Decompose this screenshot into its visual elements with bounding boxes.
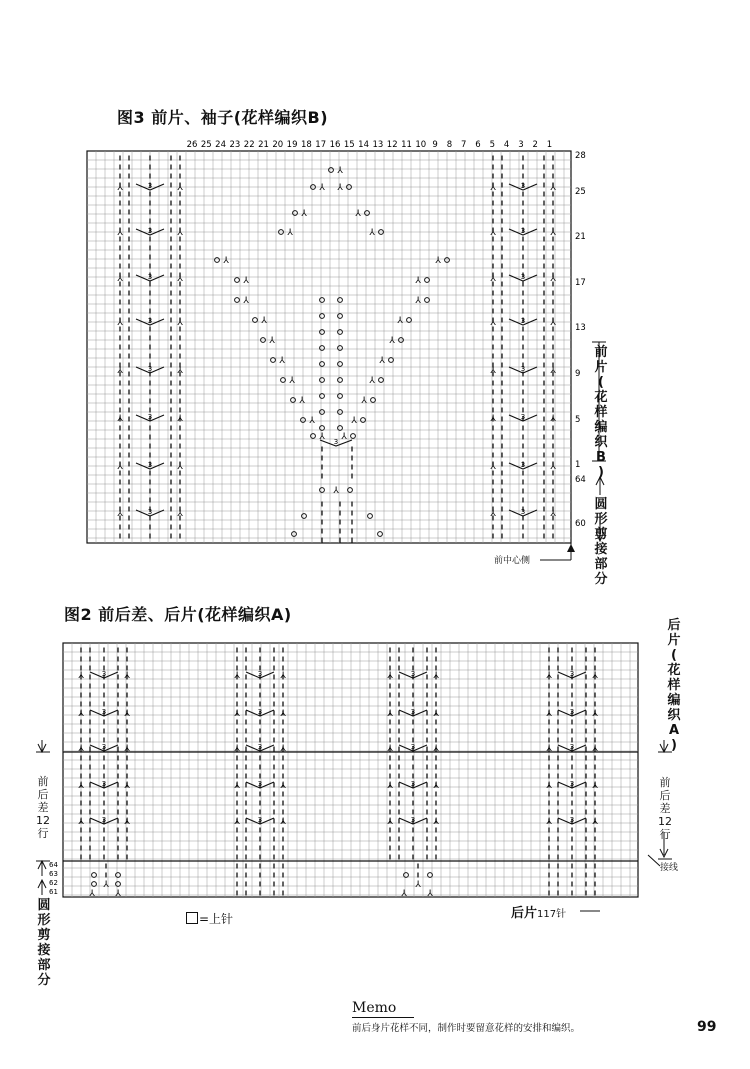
label-char: 后 [667, 618, 681, 633]
row-number: 28 [575, 151, 586, 161]
label-char: 12 [36, 814, 50, 827]
cable-number: 3 [410, 743, 416, 751]
label-char: 编 [667, 693, 681, 708]
k2tog-symbol: ⅄ [279, 356, 285, 366]
label-char: 前 [659, 776, 671, 789]
row-number: 63 [49, 870, 58, 878]
label-char: 花 [594, 390, 608, 405]
k2tog-symbol: ⅄ [115, 889, 121, 899]
k2tog-symbol: ⅄ [177, 183, 183, 193]
column-number: 21 [258, 140, 269, 150]
figure2-left-bracket-bottom [36, 861, 50, 876]
k2tog-symbol: ⅄ [415, 276, 421, 286]
k2tog-symbol: ⅄ [546, 817, 552, 827]
label-char: 分 [594, 572, 608, 587]
cable-number: 3 [147, 182, 153, 190]
k2tog-symbol: ⅄ [490, 318, 496, 328]
cable-number: 3 [257, 743, 263, 751]
k2tog-symbol: ⅄ [289, 376, 295, 386]
k2tog-symbol: ⅄ [550, 509, 556, 519]
cable-number: 3 [520, 461, 526, 469]
label-char: 片 [594, 360, 608, 375]
k2tog-symbol: ⅄ [280, 781, 286, 791]
k2tog-symbol: ⅄ [280, 744, 286, 754]
k2tog-symbol: ⅄ [117, 462, 123, 472]
k2tog-symbol: ⅄ [78, 709, 84, 719]
row-number: 1 [575, 460, 581, 470]
cable-number: 3 [101, 816, 107, 824]
k2tog-symbol: ⅄ [261, 316, 267, 326]
k2tog-symbol: ⅄ [269, 336, 275, 346]
k2tog-symbol: ⅄ [124, 817, 130, 827]
figure2-row-numbers [49, 861, 58, 896]
cable-number: 3 [257, 708, 263, 716]
k2tog-symbol: ⅄ [592, 709, 598, 719]
figure2-stitch-value: 117针 [537, 909, 567, 920]
column-number: 10 [415, 140, 427, 150]
k2tog-symbol: ⅄ [117, 183, 123, 193]
row-number: 62 [49, 879, 58, 887]
label-char: ( [671, 648, 677, 663]
k2tog-symbol: ⅄ [387, 671, 393, 681]
k2tog-symbol: ⅄ [592, 744, 598, 754]
k2tog-symbol: ⅄ [427, 889, 433, 899]
purl-symbol-box [186, 912, 198, 924]
figure2-right-diff-label [658, 776, 672, 841]
column-number: 15 [343, 140, 355, 150]
k2tog-symbol: ⅄ [379, 356, 385, 366]
cable-number: 3 [257, 816, 263, 824]
k2tog-symbol: ⅄ [490, 366, 496, 376]
k2tog-symbol: ⅄ [117, 274, 123, 284]
label-char: 12 [658, 815, 672, 828]
yarn-over-symbol [116, 873, 121, 878]
k2tog-symbol: ⅄ [103, 880, 109, 890]
k2tog-symbol: ⅄ [546, 781, 552, 791]
k2tog-symbol: ⅄ [337, 183, 343, 193]
cable-number: 3 [520, 317, 526, 325]
yarn-over-symbol [404, 873, 409, 878]
k2tog-symbol: ⅄ [546, 671, 552, 681]
k2tog-symbol: ⅄ [309, 416, 315, 426]
k2tog-symbol: ⅄ [490, 274, 496, 284]
row-number: 64 [575, 475, 586, 485]
k2tog-symbol: ⅄ [490, 462, 496, 472]
row-number: 64 [49, 861, 58, 869]
k2tog-symbol: ⅄ [341, 432, 347, 442]
k2tog-symbol: ⅄ [490, 414, 496, 424]
row-number: 5 [575, 415, 581, 425]
label-char: 分 [37, 973, 51, 988]
cable-number: 3 [101, 708, 107, 716]
cable-number: 3 [520, 227, 526, 235]
label-char: A [668, 723, 680, 738]
label-char: B [596, 450, 606, 465]
label-char: ) [671, 738, 677, 753]
k2tog-symbol: ⅄ [117, 318, 123, 328]
yarn-over-symbol [428, 873, 433, 878]
column-number: 23 [229, 140, 241, 150]
k2tog-symbol: ⅄ [177, 318, 183, 328]
cable-number: 3 [520, 273, 526, 281]
k2tog-symbol: ⅄ [319, 183, 325, 193]
yarn-over-symbol [92, 873, 97, 878]
figure2-gridlines [63, 643, 638, 897]
k2tog-symbol: ⅄ [301, 209, 307, 219]
row-number: 9 [575, 369, 581, 379]
cable-number: 3 [333, 438, 339, 446]
k2tog-symbol: ⅄ [550, 274, 556, 284]
label-char: 样 [594, 405, 608, 420]
label-char: 接 [594, 542, 608, 557]
label-char: 行 [37, 827, 49, 840]
column-number: 14 [358, 140, 370, 150]
figure2-join-label: 接线 [660, 863, 679, 873]
k2tog-symbol: ⅄ [355, 209, 361, 219]
k2tog-symbol: ⅄ [177, 462, 183, 472]
k2tog-symbol: ⅄ [124, 744, 130, 754]
k2tog-symbol: ⅄ [550, 462, 556, 472]
column-number: 11 [401, 140, 412, 150]
cable-number: 3 [147, 273, 153, 281]
label-char: 差 [37, 801, 49, 814]
cable-number: 3 [569, 708, 575, 716]
k2tog-symbol: ⅄ [333, 486, 339, 496]
k2tog-symbol: ⅄ [415, 296, 421, 306]
k2tog-symbol: ⅄ [387, 709, 393, 719]
legend [186, 910, 233, 927]
k2tog-symbol: ⅄ [299, 396, 305, 406]
figure3-title: 图3 前片、袖子(花样编织B) [117, 108, 329, 127]
label-char: 前 [594, 345, 608, 360]
k2tog-symbol: ⅄ [401, 889, 407, 899]
k2tog-symbol: ⅄ [433, 709, 439, 719]
k2tog-symbol: ⅄ [124, 781, 130, 791]
cable-number: 3 [410, 780, 416, 788]
figure2-left-bracket-circle [38, 880, 46, 895]
figure2-join-line [648, 855, 660, 866]
k2tog-symbol: ⅄ [78, 781, 84, 791]
k2tog-symbol: ⅄ [369, 228, 375, 238]
figure2-left-diff-label [36, 775, 50, 840]
k2tog-symbol: ⅄ [592, 671, 598, 681]
k2tog-symbol: ⅄ [433, 817, 439, 827]
k2tog-symbol: ⅄ [387, 744, 393, 754]
cable-number: 3 [410, 816, 416, 824]
figure3-center-label: 前中心侧 [494, 556, 531, 566]
label-char: 编 [594, 420, 608, 435]
k2tog-symbol: ⅄ [78, 671, 84, 681]
label-char: 形 [37, 913, 51, 928]
k2tog-symbol: ⅄ [550, 183, 556, 193]
k2tog-symbol: ⅄ [234, 671, 240, 681]
k2tog-symbol: ⅄ [234, 781, 240, 791]
column-number: 16 [329, 140, 341, 150]
k2tog-symbol: ⅄ [243, 276, 249, 286]
cable-number: 3 [520, 365, 526, 373]
k2tog-symbol: ⅄ [117, 366, 123, 376]
k2tog-symbol: ⅄ [177, 366, 183, 376]
column-number: 12 [386, 140, 398, 150]
cable-number: 3 [569, 816, 575, 824]
cable-number: 3 [147, 413, 153, 421]
cable-number: 3 [257, 780, 263, 788]
label-char: 接 [37, 943, 51, 958]
figure2-stitch-label: 后片 [511, 906, 538, 921]
cable-number: 3 [147, 508, 153, 516]
k2tog-symbol: ⅄ [319, 432, 325, 442]
cable-number: 3 [569, 743, 575, 751]
cable-number: 3 [410, 670, 416, 678]
cable-number: 3 [101, 670, 107, 678]
k2tog-symbol: ⅄ [592, 817, 598, 827]
label-char: 样 [667, 678, 681, 693]
column-number: 18 [300, 140, 312, 150]
k2tog-symbol: ⅄ [117, 228, 123, 238]
k2tog-symbol: ⅄ [550, 414, 556, 424]
column-number: 19 [286, 140, 298, 150]
k2tog-symbol: ⅄ [592, 781, 598, 791]
page-number: 99 [697, 1019, 717, 1035]
k2tog-symbol: ⅄ [550, 366, 556, 376]
column-number: 26 [186, 140, 198, 150]
k2tog-symbol: ⅄ [124, 709, 130, 719]
label-char: 剪 [594, 527, 608, 542]
yarn-over-symbol [116, 882, 121, 887]
column-number: 13 [372, 140, 384, 150]
memo-text: 前后身片花样不同，制作时要留意花样的安排和编织。 [352, 1023, 581, 1034]
row-number: 17 [575, 278, 586, 288]
column-number: 1 [546, 140, 553, 150]
k2tog-symbol: ⅄ [280, 817, 286, 827]
k2tog-symbol: ⅄ [234, 744, 240, 754]
figure2-side-label [666, 618, 682, 753]
label-char: 织 [667, 708, 681, 723]
label-char: 圆 [37, 898, 51, 913]
label-char: 行 [659, 828, 671, 841]
k2tog-symbol: ⅄ [117, 509, 123, 519]
k2tog-symbol: ⅄ [369, 376, 375, 386]
figure2-title: 图2 前后差、后片(花样编织A) [64, 605, 292, 624]
label-char: 织 [594, 435, 608, 450]
k2tog-symbol: ⅄ [280, 671, 286, 681]
label-char: 部 [594, 557, 608, 572]
memo-title: Memo [352, 1000, 414, 1018]
cable-number: 3 [147, 461, 153, 469]
k2tog-symbol: ⅄ [546, 744, 552, 754]
figure2-left-bracket-top [36, 740, 50, 752]
k2tog-symbol: ⅄ [280, 709, 286, 719]
k2tog-symbol: ⅄ [89, 889, 95, 899]
label-char: 部 [37, 958, 51, 973]
k2tog-symbol: ⅄ [433, 671, 439, 681]
k2tog-symbol: ⅄ [433, 744, 439, 754]
label-char: 花 [667, 663, 681, 678]
k2tog-symbol: ⅄ [287, 228, 293, 238]
k2tog-symbol: ⅄ [490, 509, 496, 519]
column-number: 3 [518, 140, 524, 150]
k2tog-symbol: ⅄ [490, 183, 496, 193]
column-number: 25 [200, 140, 212, 150]
figure2-stitch-count [511, 902, 566, 921]
k2tog-symbol: ⅄ [78, 817, 84, 827]
k2tog-symbol: ⅄ [243, 296, 249, 306]
cable-number: 3 [101, 780, 107, 788]
cable-number: 3 [520, 182, 526, 190]
k2tog-symbol: ⅄ [124, 671, 130, 681]
k2tog-symbol: ⅄ [351, 416, 357, 426]
column-number: 24 [215, 140, 227, 150]
cable-number: 3 [101, 743, 107, 751]
k2tog-symbol: ⅄ [550, 318, 556, 328]
k2tog-symbol: ⅄ [389, 336, 395, 346]
column-number: 17 [315, 140, 327, 150]
label-char: 差 [659, 802, 671, 815]
k2tog-symbol: ⅄ [177, 228, 183, 238]
cable-number: 3 [147, 317, 153, 325]
label-char: 圆 [594, 497, 608, 512]
k2tog-symbol: ⅄ [415, 880, 421, 890]
label-char: ( [598, 375, 604, 390]
cable-number: 3 [520, 508, 526, 516]
yarn-over-symbol [92, 882, 97, 887]
k2tog-symbol: ⅄ [177, 274, 183, 284]
cable-number: 3 [569, 780, 575, 788]
label-char: 剪 [37, 928, 51, 943]
column-number: 5 [489, 140, 496, 150]
k2tog-symbol: ⅄ [387, 817, 393, 827]
column-number: 4 [503, 140, 510, 150]
k2tog-symbol: ⅄ [435, 256, 441, 266]
figure2-circle-join-label [36, 898, 52, 988]
row-number: 21 [575, 232, 586, 242]
k2tog-symbol: ⅄ [234, 817, 240, 827]
k2tog-symbol: ⅄ [397, 316, 403, 326]
column-number: 8 [446, 140, 453, 150]
k2tog-symbol: ⅄ [177, 414, 183, 424]
column-number: 7 [460, 140, 467, 150]
column-number: 6 [475, 140, 481, 150]
k2tog-symbol: ⅄ [337, 166, 343, 176]
label-char: 后 [659, 789, 671, 802]
cable-number: 3 [257, 670, 263, 678]
k2tog-symbol: ⅄ [550, 228, 556, 238]
k2tog-symbol: ⅄ [433, 781, 439, 791]
k2tog-symbol: ⅄ [490, 228, 496, 238]
k2tog-symbol: ⅄ [546, 709, 552, 719]
label-char: 后 [37, 788, 49, 801]
k2tog-symbol: ⅄ [117, 414, 123, 424]
column-number: 2 [532, 140, 538, 150]
k2tog-symbol: ⅄ [177, 509, 183, 519]
k2tog-symbol: ⅄ [234, 709, 240, 719]
cable-number: 3 [569, 670, 575, 678]
legend-text: =上针 [199, 912, 234, 926]
row-number: 61 [49, 888, 58, 896]
label-char: 片 [667, 633, 681, 648]
cable-number: 3 [410, 708, 416, 716]
column-number: 9 [432, 140, 438, 150]
k2tog-symbol: ⅄ [387, 781, 393, 791]
k2tog-symbol: ⅄ [78, 744, 84, 754]
cable-number: 3 [147, 365, 153, 373]
row-number: 13 [575, 323, 586, 333]
column-number: 20 [272, 140, 284, 150]
k2tog-symbol: ⅄ [223, 256, 229, 266]
label-char: ) [598, 465, 604, 480]
row-number: 25 [575, 187, 586, 197]
row-number: 60 [575, 519, 586, 529]
label-char: 前 [37, 775, 49, 788]
k2tog-symbol: ⅄ [361, 396, 367, 406]
label-char: 形 [594, 512, 608, 527]
column-number: 22 [243, 140, 255, 150]
cable-number: 3 [147, 227, 153, 235]
cable-number: 3 [520, 413, 526, 421]
